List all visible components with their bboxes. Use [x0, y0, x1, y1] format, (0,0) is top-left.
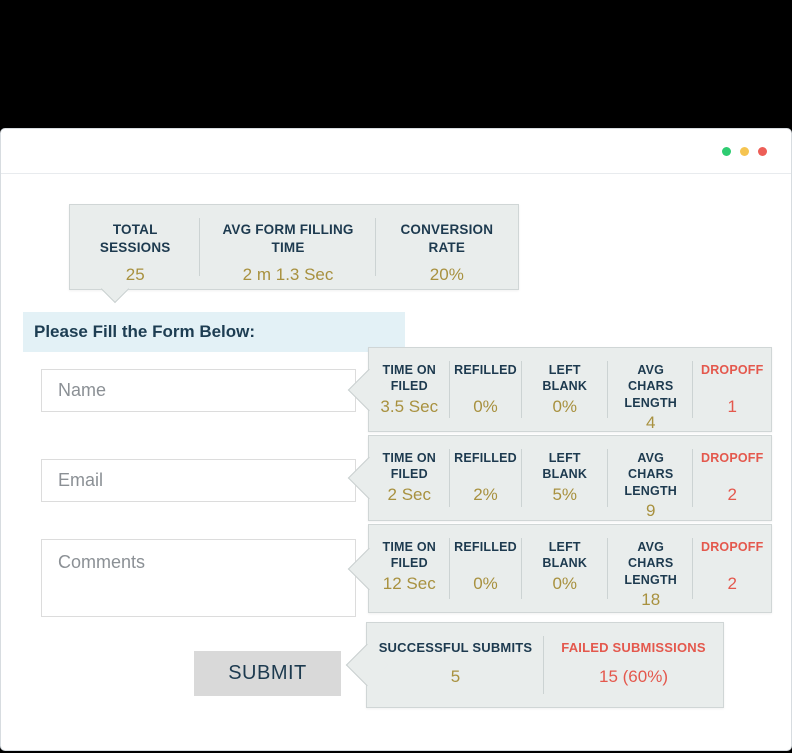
stat-value: 12 Sec — [382, 574, 436, 593]
stat-value: 25 — [125, 265, 145, 285]
stat-value: 20% — [429, 265, 464, 285]
comments-field-stats-callout — [368, 524, 772, 613]
stat-avg-chars-length — [608, 348, 693, 431]
window-dot-green-icon[interactable] — [722, 147, 731, 156]
stat-value: 0% — [552, 574, 578, 593]
stat-value: 3.5 Sec — [380, 397, 439, 416]
stat-value: 2 m 1.3 Sec — [242, 265, 334, 285]
stat-conversion-rate — [376, 205, 518, 289]
stat-failed-submissions — [544, 623, 723, 707]
stat-label: REFILLED — [454, 451, 517, 465]
stat-value: 0% — [473, 574, 498, 593]
submit-stats-callout — [366, 622, 724, 708]
window-dot-red-icon[interactable] — [758, 147, 767, 156]
stat-label: TIME ON FILED — [382, 540, 436, 571]
name-input[interactable] — [41, 369, 356, 412]
email-input[interactable] — [41, 459, 356, 502]
stat-label: REFILLED — [454, 540, 517, 554]
stat-label: FAILED SUBMISSIONS — [561, 640, 706, 655]
stat-refilled — [450, 525, 522, 612]
stat-avg-chars-length — [608, 436, 693, 520]
browser-window — [0, 128, 792, 751]
stat-label: SUCCESSFUL SUBMITS — [378, 640, 533, 655]
stat-value: 9 — [645, 500, 656, 520]
stat-time-on-field — [369, 348, 450, 431]
window-titlebar — [1, 129, 791, 174]
stat-dropoff — [693, 436, 771, 520]
stat-dropoff — [693, 525, 771, 612]
comments-textarea[interactable] — [41, 539, 356, 617]
stat-label: AVG CHARS LENGTH — [624, 451, 678, 498]
stat-label: TOTAL SESSIONS — [99, 222, 171, 255]
stat-value: 5 — [450, 666, 461, 686]
stat-time-on-field — [369, 525, 450, 612]
stat-label: AVG CHARS LENGTH — [624, 363, 678, 410]
stat-label: LEFT BLANK — [542, 363, 588, 394]
stat-label: LEFT BLANK — [542, 451, 588, 482]
stat-left-blank — [522, 348, 608, 431]
stat-label: CONVERSION RATE — [400, 222, 494, 255]
stat-avg-form-filling-time — [200, 205, 375, 289]
stat-time-on-field — [369, 436, 450, 520]
stat-value: 2 Sec — [387, 485, 431, 504]
stat-value: 2 — [727, 485, 737, 504]
stat-value: 0% — [473, 397, 498, 416]
stat-value: 1 — [727, 397, 737, 416]
stat-label: TIME ON FILED — [382, 363, 436, 394]
stat-label: REFILLED — [454, 363, 517, 377]
stat-value: 18 — [641, 589, 661, 609]
stat-value: 4 — [645, 412, 656, 432]
name-field-stats-callout — [368, 347, 772, 432]
stat-dropoff — [693, 348, 771, 431]
stat-value: 2 — [727, 574, 737, 593]
session-summary-callout — [69, 204, 519, 290]
stat-successful-submits — [367, 623, 544, 707]
submit-button[interactable]: SUBMIT — [194, 651, 341, 696]
stat-left-blank — [522, 436, 608, 520]
stat-value: 0% — [552, 397, 578, 416]
email-field-stats-callout — [368, 435, 772, 521]
stat-label: DROPOFF — [700, 540, 764, 554]
stat-label: LEFT BLANK — [542, 540, 588, 571]
stat-label: AVG FORM FILLING TIME — [222, 222, 354, 255]
stat-refilled — [450, 348, 522, 431]
stat-total-sessions — [70, 205, 200, 289]
stat-label: TIME ON FILED — [382, 451, 436, 482]
stat-avg-chars-length — [608, 525, 693, 612]
stat-value: 5% — [552, 485, 578, 504]
stat-label: DROPOFF — [700, 363, 764, 377]
stat-value: 2% — [473, 485, 498, 504]
stat-refilled — [450, 436, 522, 520]
form-heading: Please Fill the Form Below: — [23, 312, 405, 352]
stat-label: DROPOFF — [700, 451, 764, 465]
stat-value: 15 (60%) — [599, 666, 668, 686]
window-dot-yellow-icon[interactable] — [740, 147, 749, 156]
window-controls — [722, 147, 767, 156]
stat-left-blank — [522, 525, 608, 612]
stat-label: AVG CHARS LENGTH — [624, 540, 678, 587]
